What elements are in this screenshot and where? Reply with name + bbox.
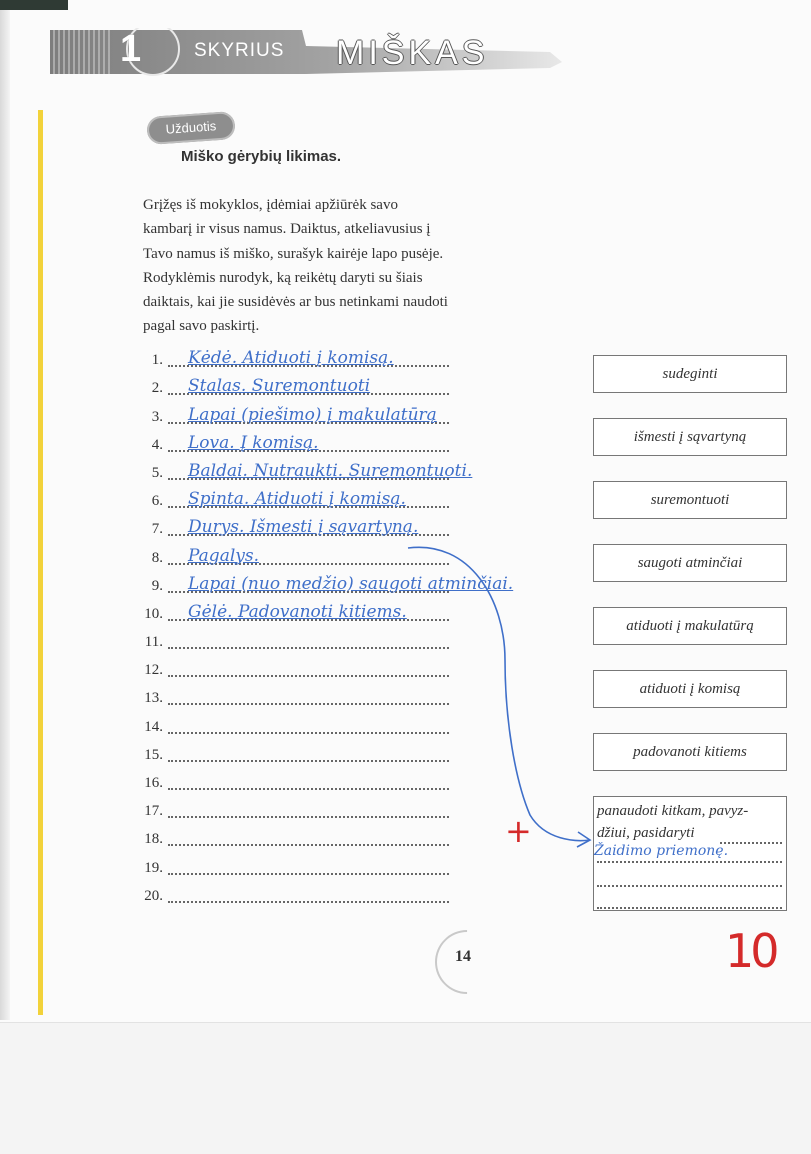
list-item — [138, 402, 453, 430]
answer-line — [168, 901, 449, 903]
list-item — [138, 628, 453, 656]
list-item-number: 15. — [144, 746, 163, 763]
list-item-number: 1. — [151, 352, 163, 369]
task-instructions: Grįžęs iš mokyklos, įdėmiai apžiūrėk savo kambarį ir visus namus. Daiktus, atkeliavusius į Tavo namus iš miško, surašyk kairėje lapo pusėje. Rodyklėmis nurodyk, ką reikėtų daryti su šiais daiktais, kai jie susidėvės ar bus netinkami naudoti pagal savo paskirtį. — [143, 197, 448, 335]
list-item-number: 20. — [144, 887, 163, 904]
page-bottom-margin — [0, 1022, 811, 1154]
task-title: Miško gėrybių likimas. — [181, 148, 342, 165]
page-edge — [0, 0, 10, 1020]
list-item — [138, 684, 453, 712]
list-item-number: 11. — [144, 634, 163, 651]
answer-line — [168, 788, 449, 790]
handwritten-answer: Lova. Į komisą. — [188, 432, 319, 453]
chapter-banner — [50, 28, 562, 76]
list-item — [138, 487, 453, 515]
list-item — [138, 459, 473, 487]
handwritten-answer: Pagalys. — [188, 545, 259, 566]
list-item — [138, 600, 453, 628]
option-box: saugoti atminčiai — [593, 544, 787, 582]
option-other-use-line2: džiui, pasidaryti — [597, 825, 695, 841]
chapter-number: 1 — [120, 28, 144, 70]
list-item — [138, 882, 453, 910]
option-box: išmesti į sąvartyną — [593, 418, 787, 456]
answer-line — [168, 675, 449, 677]
option-other-use-handwriting: Žaidimo priemonę. — [594, 843, 729, 859]
answer-line — [168, 873, 449, 875]
list-item — [138, 825, 453, 853]
handwritten-answer: Lapai (nuo medžio) saugoti atminčiai. — [188, 573, 514, 594]
list-item-number: 6. — [151, 493, 163, 510]
list-item-number: 13. — [144, 690, 163, 707]
handwritten-answer: Baldai. Nutraukti. Suremontuoti. — [188, 460, 473, 481]
list-item-number: 19. — [144, 859, 163, 876]
list-item — [138, 656, 453, 684]
list-item — [138, 431, 453, 459]
list-item-number: 14. — [144, 718, 163, 735]
list-item-number: 16. — [144, 775, 163, 791]
list-item-number: 8. — [151, 549, 163, 566]
list-item-number: 10. — [144, 605, 163, 622]
page-number: 14 — [455, 948, 471, 965]
chapter-title: MIŠKAS — [336, 34, 489, 72]
option-other-use-line1: panaudoti kitkam, pavyz- — [597, 803, 749, 819]
option-box: sudeginti — [593, 355, 787, 393]
answer-line — [168, 703, 449, 705]
list-item — [138, 543, 453, 571]
list-item — [138, 515, 453, 543]
handwritten-answer: Lapai (piešimo) į makulatūrą — [188, 404, 437, 425]
list-item — [138, 572, 514, 600]
handwritten-answer: Durys. Išmesti į sąvartyną. — [188, 517, 419, 538]
fill-line — [720, 842, 782, 844]
list-item — [138, 741, 453, 769]
task-badge: Užduotis — [146, 111, 236, 145]
list-item — [138, 853, 453, 881]
list-item-number: 18. — [144, 831, 163, 848]
handwritten-answer: Spinta. Atiduoti į komisą. — [188, 489, 406, 510]
answer-line — [168, 816, 449, 818]
teacher-grade: 10 — [725, 924, 776, 978]
yellow-page-edge — [38, 110, 43, 1015]
fill-line — [597, 885, 782, 887]
answer-line — [168, 760, 449, 762]
list-item — [138, 374, 453, 402]
list-item — [138, 346, 453, 374]
red-cross-mark: + — [505, 812, 532, 850]
answer-list — [138, 346, 514, 910]
handwritten-answer: Stalas. Suremontuoti — [188, 376, 371, 397]
list-item — [138, 769, 453, 797]
arrowhead-icon — [577, 832, 590, 847]
list-item-number: 2. — [151, 380, 163, 397]
list-item-number: 17. — [144, 803, 163, 820]
answer-line — [168, 732, 449, 734]
list-item-number: 9. — [151, 577, 163, 594]
list-item-number: 3. — [151, 408, 163, 425]
list-item — [138, 797, 453, 825]
answer-line — [168, 844, 449, 846]
list-item-number: 5. — [151, 464, 163, 481]
fill-line — [597, 907, 782, 909]
chapter-label: SKYRIUS — [194, 40, 285, 61]
answer-line — [168, 647, 449, 649]
corner-mark — [0, 0, 68, 10]
option-box: atiduoti į komisą — [593, 670, 787, 708]
list-item — [138, 712, 453, 740]
option-box: atiduoti į makulatūrą — [593, 607, 787, 645]
fill-line — [597, 861, 782, 863]
list-item-number: 4. — [151, 436, 163, 453]
handwritten-answer: Kėdė. Atiduoti į komisą. — [188, 348, 394, 369]
list-item-number: 12. — [144, 662, 163, 679]
option-box-other-use — [593, 796, 787, 911]
option-box: suremontuoti — [593, 481, 787, 519]
list-item-number: 7. — [151, 521, 163, 538]
handwritten-answer: Gėlė. Padovanoti kitiems. — [188, 601, 407, 622]
option-box: padovanoti kitiems — [593, 733, 787, 771]
